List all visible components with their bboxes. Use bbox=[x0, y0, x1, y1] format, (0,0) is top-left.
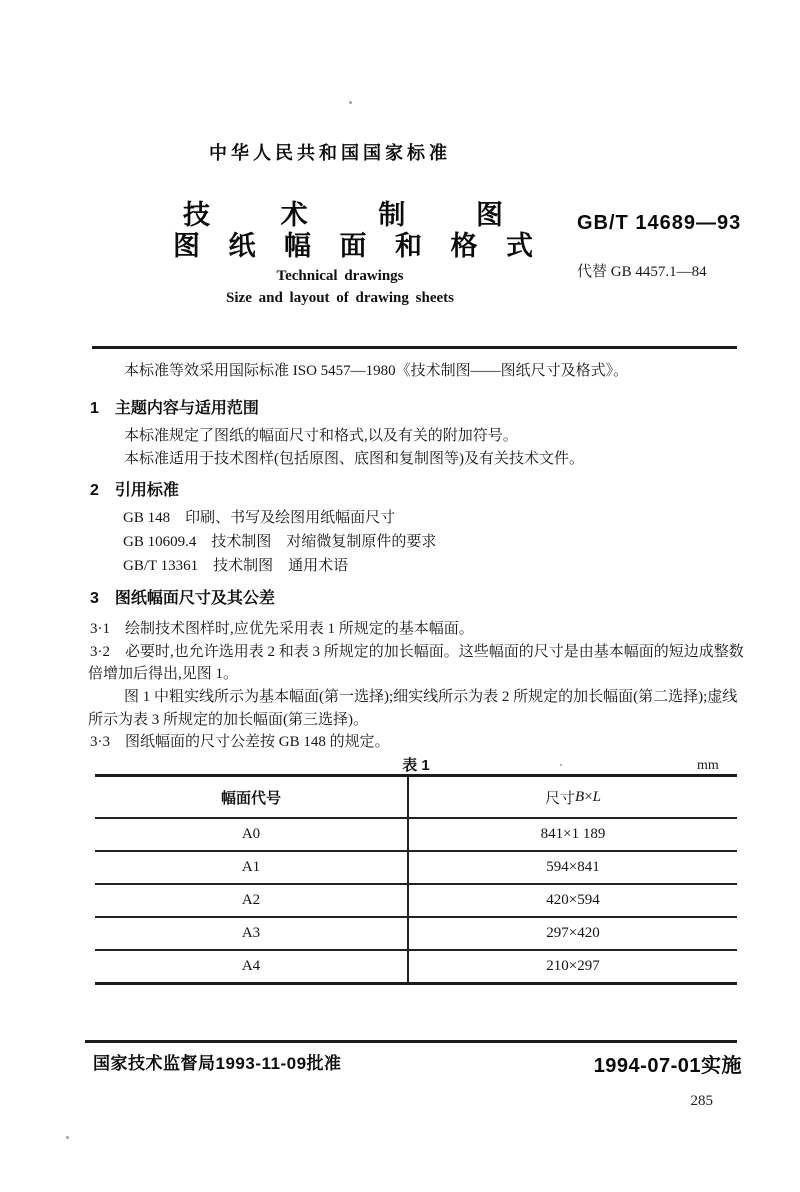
table-1-caption: 表 1 bbox=[402, 757, 430, 774]
title-char: 制 bbox=[378, 200, 406, 230]
standard-number: GB/T 14689—93 bbox=[577, 212, 742, 234]
table-row bbox=[95, 951, 737, 982]
implementation-date: 1994-07-01实施 bbox=[593, 1055, 742, 1077]
size-cell: 594×841 bbox=[546, 859, 600, 875]
figure-1-note-line2: 所示为表 3 所规定的加长幅面(第三选择)。 bbox=[88, 712, 368, 728]
title-char: 图 bbox=[475, 200, 503, 230]
reference-item: GB 10609.4 技术制图 对缩微复制原件的要求 bbox=[123, 534, 437, 550]
format-code-cell: A4 bbox=[95, 951, 409, 982]
scan-artifact-dot bbox=[349, 101, 352, 104]
format-code-cell: A0 bbox=[95, 819, 409, 850]
supersedes-note: 代替 GB 4457.1—84 bbox=[577, 264, 707, 280]
column-header-size bbox=[409, 777, 737, 817]
size-header-times: × bbox=[584, 788, 593, 805]
table-row bbox=[95, 852, 737, 885]
title-char: 图 bbox=[173, 231, 200, 261]
column-header-format-code: 幅面代号 bbox=[95, 777, 409, 817]
size-header-label: 尺寸 bbox=[545, 790, 576, 807]
document-title-en-line1: Technical drawings bbox=[276, 268, 404, 284]
section-3-2-text-line2: 倍增加后得出,见图 1。 bbox=[88, 666, 239, 682]
title-char: 格 bbox=[450, 231, 478, 261]
section-3-2-text-line1: 3·2 必要时,也允许选用表 2 和表 3 所规定的加长幅面。这些幅面的尺寸是由基本幅面的短边成整数 bbox=[90, 644, 744, 660]
title-char: 面 bbox=[339, 231, 367, 261]
title-char: 幅 bbox=[284, 231, 311, 261]
size-cell: 210×297 bbox=[546, 958, 600, 974]
title-char: 技 bbox=[183, 200, 210, 230]
title-char: 术 bbox=[280, 200, 308, 230]
approval-authority-date: 国家技术监督局1993-11-09批准 bbox=[93, 1054, 342, 1073]
title-char: 纸 bbox=[228, 231, 256, 261]
figure-1-note-line1: 图 1 中粗实线所示为基本幅面(第一选择);细实线所示为表 2 所规定的加长幅面(第二选择);虚线 bbox=[124, 689, 738, 705]
section-1-heading: 1 主题内容与适用范围 bbox=[90, 400, 259, 417]
header-divider bbox=[92, 346, 737, 349]
table-1-unit-label: mm bbox=[697, 758, 719, 773]
format-code-cell: A2 bbox=[95, 885, 409, 916]
section-2-heading: 2 引用标准 bbox=[90, 482, 179, 499]
size-header-b: B bbox=[575, 788, 585, 805]
table-row bbox=[95, 819, 737, 852]
format-code-cell: A1 bbox=[95, 852, 409, 883]
section-3-heading: 3 图纸幅面尺寸及其公差 bbox=[90, 590, 275, 607]
scan-artifact-dot bbox=[560, 764, 562, 766]
title-char: 和 bbox=[395, 231, 422, 261]
section-3-1-text: 3·1 绘制技术图样时,应优先采用表 1 所规定的基本幅面。 bbox=[90, 621, 474, 637]
document-title-cn-line2 bbox=[173, 224, 533, 263]
title-char: 式 bbox=[506, 231, 533, 261]
national-standard-label: 中华人民共和国国家标准 bbox=[209, 143, 451, 163]
reference-item: GB/T 13361 技术制图 通用术语 bbox=[123, 558, 349, 574]
table-row bbox=[95, 885, 737, 918]
page-number: 285 bbox=[690, 1093, 713, 1109]
size-cell: 420×594 bbox=[546, 892, 600, 908]
format-code-cell: A3 bbox=[95, 918, 409, 949]
intro-paragraph: 本标准等效采用国际标准 ISO 5457—1980《技术制图——图纸尺寸及格式》。 bbox=[124, 363, 629, 379]
section-1-paragraph-1: 本标准规定了图纸的幅面尺寸和格式,以及有关的附加符号。 bbox=[124, 428, 518, 444]
scan-artifact-dot bbox=[66, 1136, 69, 1139]
table-header-row bbox=[95, 777, 737, 819]
section-1-paragraph-2: 本标准适用于技术图样(包括原图、底图和复制图等)及有关技术文件。 bbox=[124, 451, 584, 467]
table-row bbox=[95, 918, 737, 951]
document-title-en-line2: Size and layout of drawing sheets bbox=[226, 290, 454, 306]
size-header-l: L bbox=[592, 788, 601, 805]
size-cell: 297×420 bbox=[546, 925, 600, 941]
footer-divider bbox=[85, 1040, 737, 1043]
table-1 bbox=[95, 774, 737, 985]
reference-item: GB 148 印刷、书写及绘图用纸幅面尺寸 bbox=[123, 510, 396, 526]
section-3-3-text: 3·3 图纸幅面的尺寸公差按 GB 148 的规定。 bbox=[90, 734, 390, 750]
size-cell: 841×1 189 bbox=[540, 826, 606, 842]
